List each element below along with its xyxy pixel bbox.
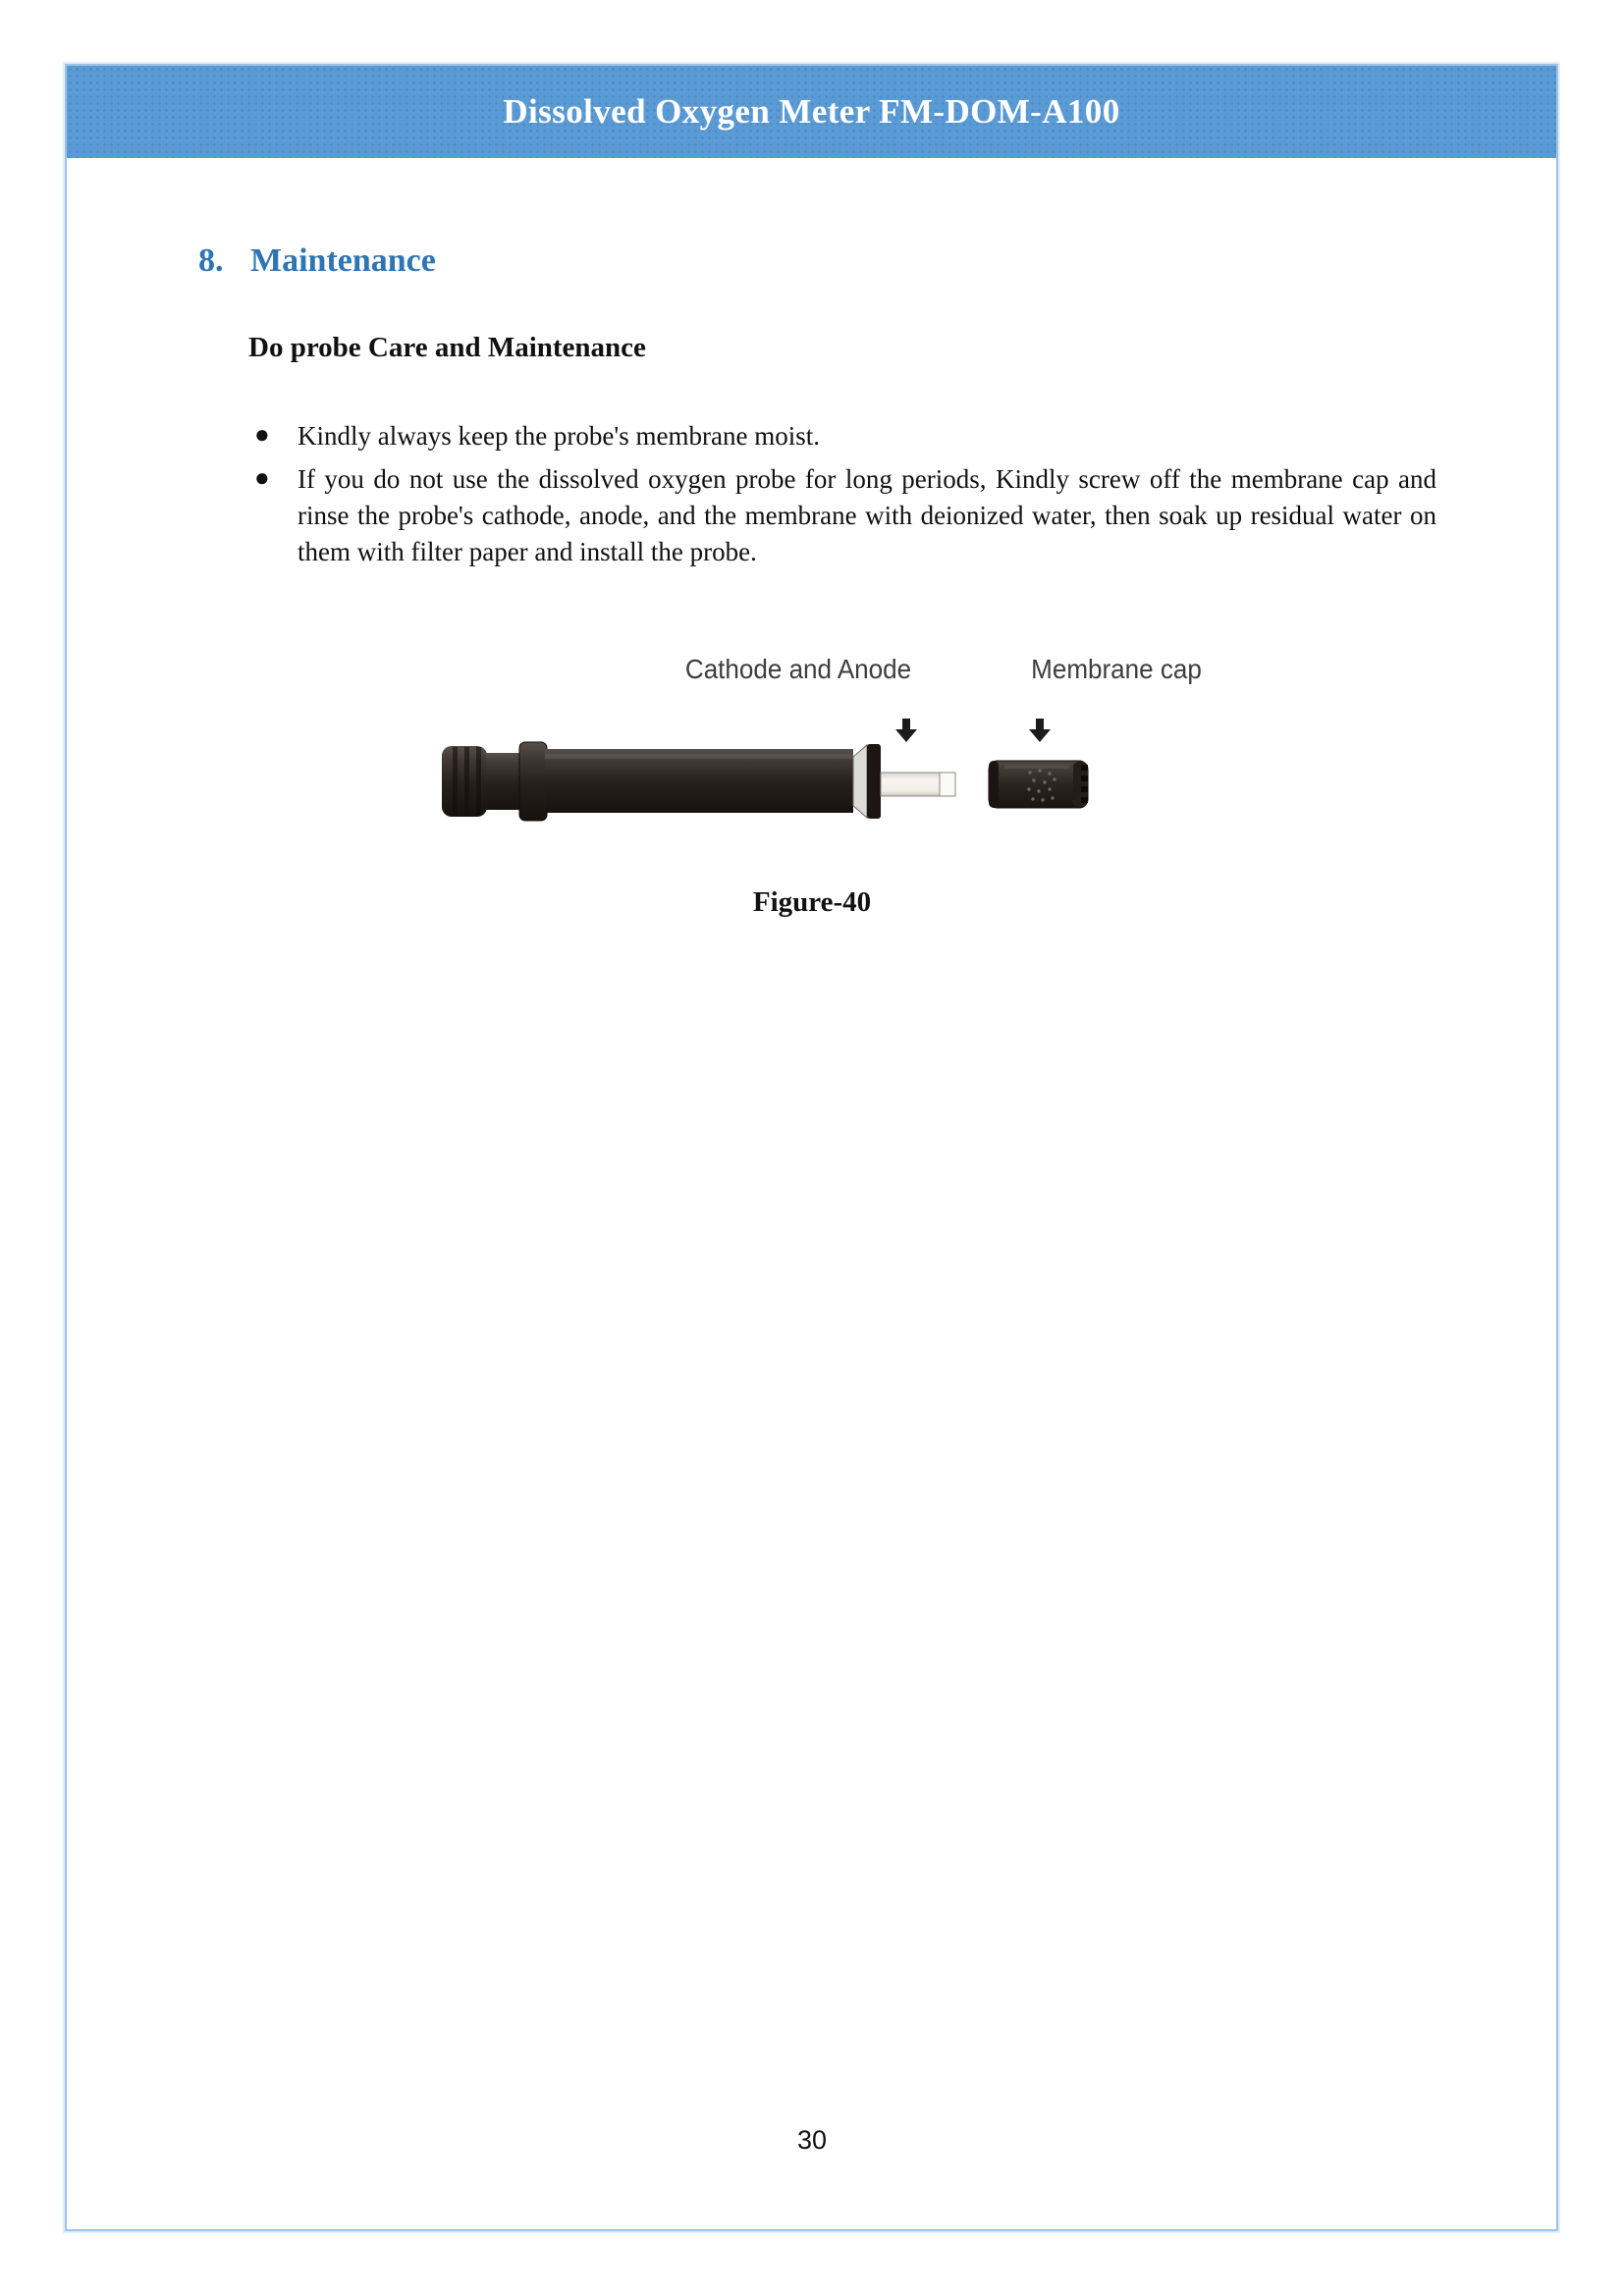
membrane-cap-part — [989, 761, 1088, 808]
probe-ring — [519, 742, 547, 821]
probe-neck — [486, 753, 521, 810]
section-number: 8. — [198, 242, 224, 279]
subsection-title: Do probe Care and Maintenance — [248, 332, 646, 363]
probe-cathode-tip — [881, 773, 955, 796]
section-title: Maintenance — [250, 242, 436, 279]
list-item — [248, 418, 1436, 454]
page-header — [67, 66, 1556, 158]
probe-body — [545, 749, 853, 813]
bullet-text: If you do not use the dissolved oxygen probe for long periods, Kindly screw off the membrane cap and rinse the probe's cathode, anode, and the membrane with deionized water, then soak up residual water on them with filter paper and install the probe. — [298, 464, 1436, 566]
bullet-icon: ● — [254, 463, 270, 492]
probe-illustration — [437, 731, 1114, 829]
bullet-text: Kindly always keep the probe's membrane moist. — [298, 421, 820, 451]
probe-left-cap — [442, 746, 487, 817]
figure-label-cathode-anode: Cathode and Anode — [684, 654, 912, 684]
bullet-list — [248, 418, 1436, 577]
probe-collar — [853, 744, 881, 819]
bullet-icon: ● — [254, 420, 270, 449]
page-number: 30 — [796, 2125, 828, 2155]
page-border — [65, 64, 1558, 2231]
figure-label-membrane-cap: Membrane cap — [1031, 654, 1202, 684]
list-item — [248, 461, 1436, 570]
document-title: Dissolved Oxygen Meter FM-DOM-A100 — [503, 92, 1120, 131]
figure-caption: Figure-40 — [752, 886, 872, 918]
section-heading — [198, 241, 436, 281]
